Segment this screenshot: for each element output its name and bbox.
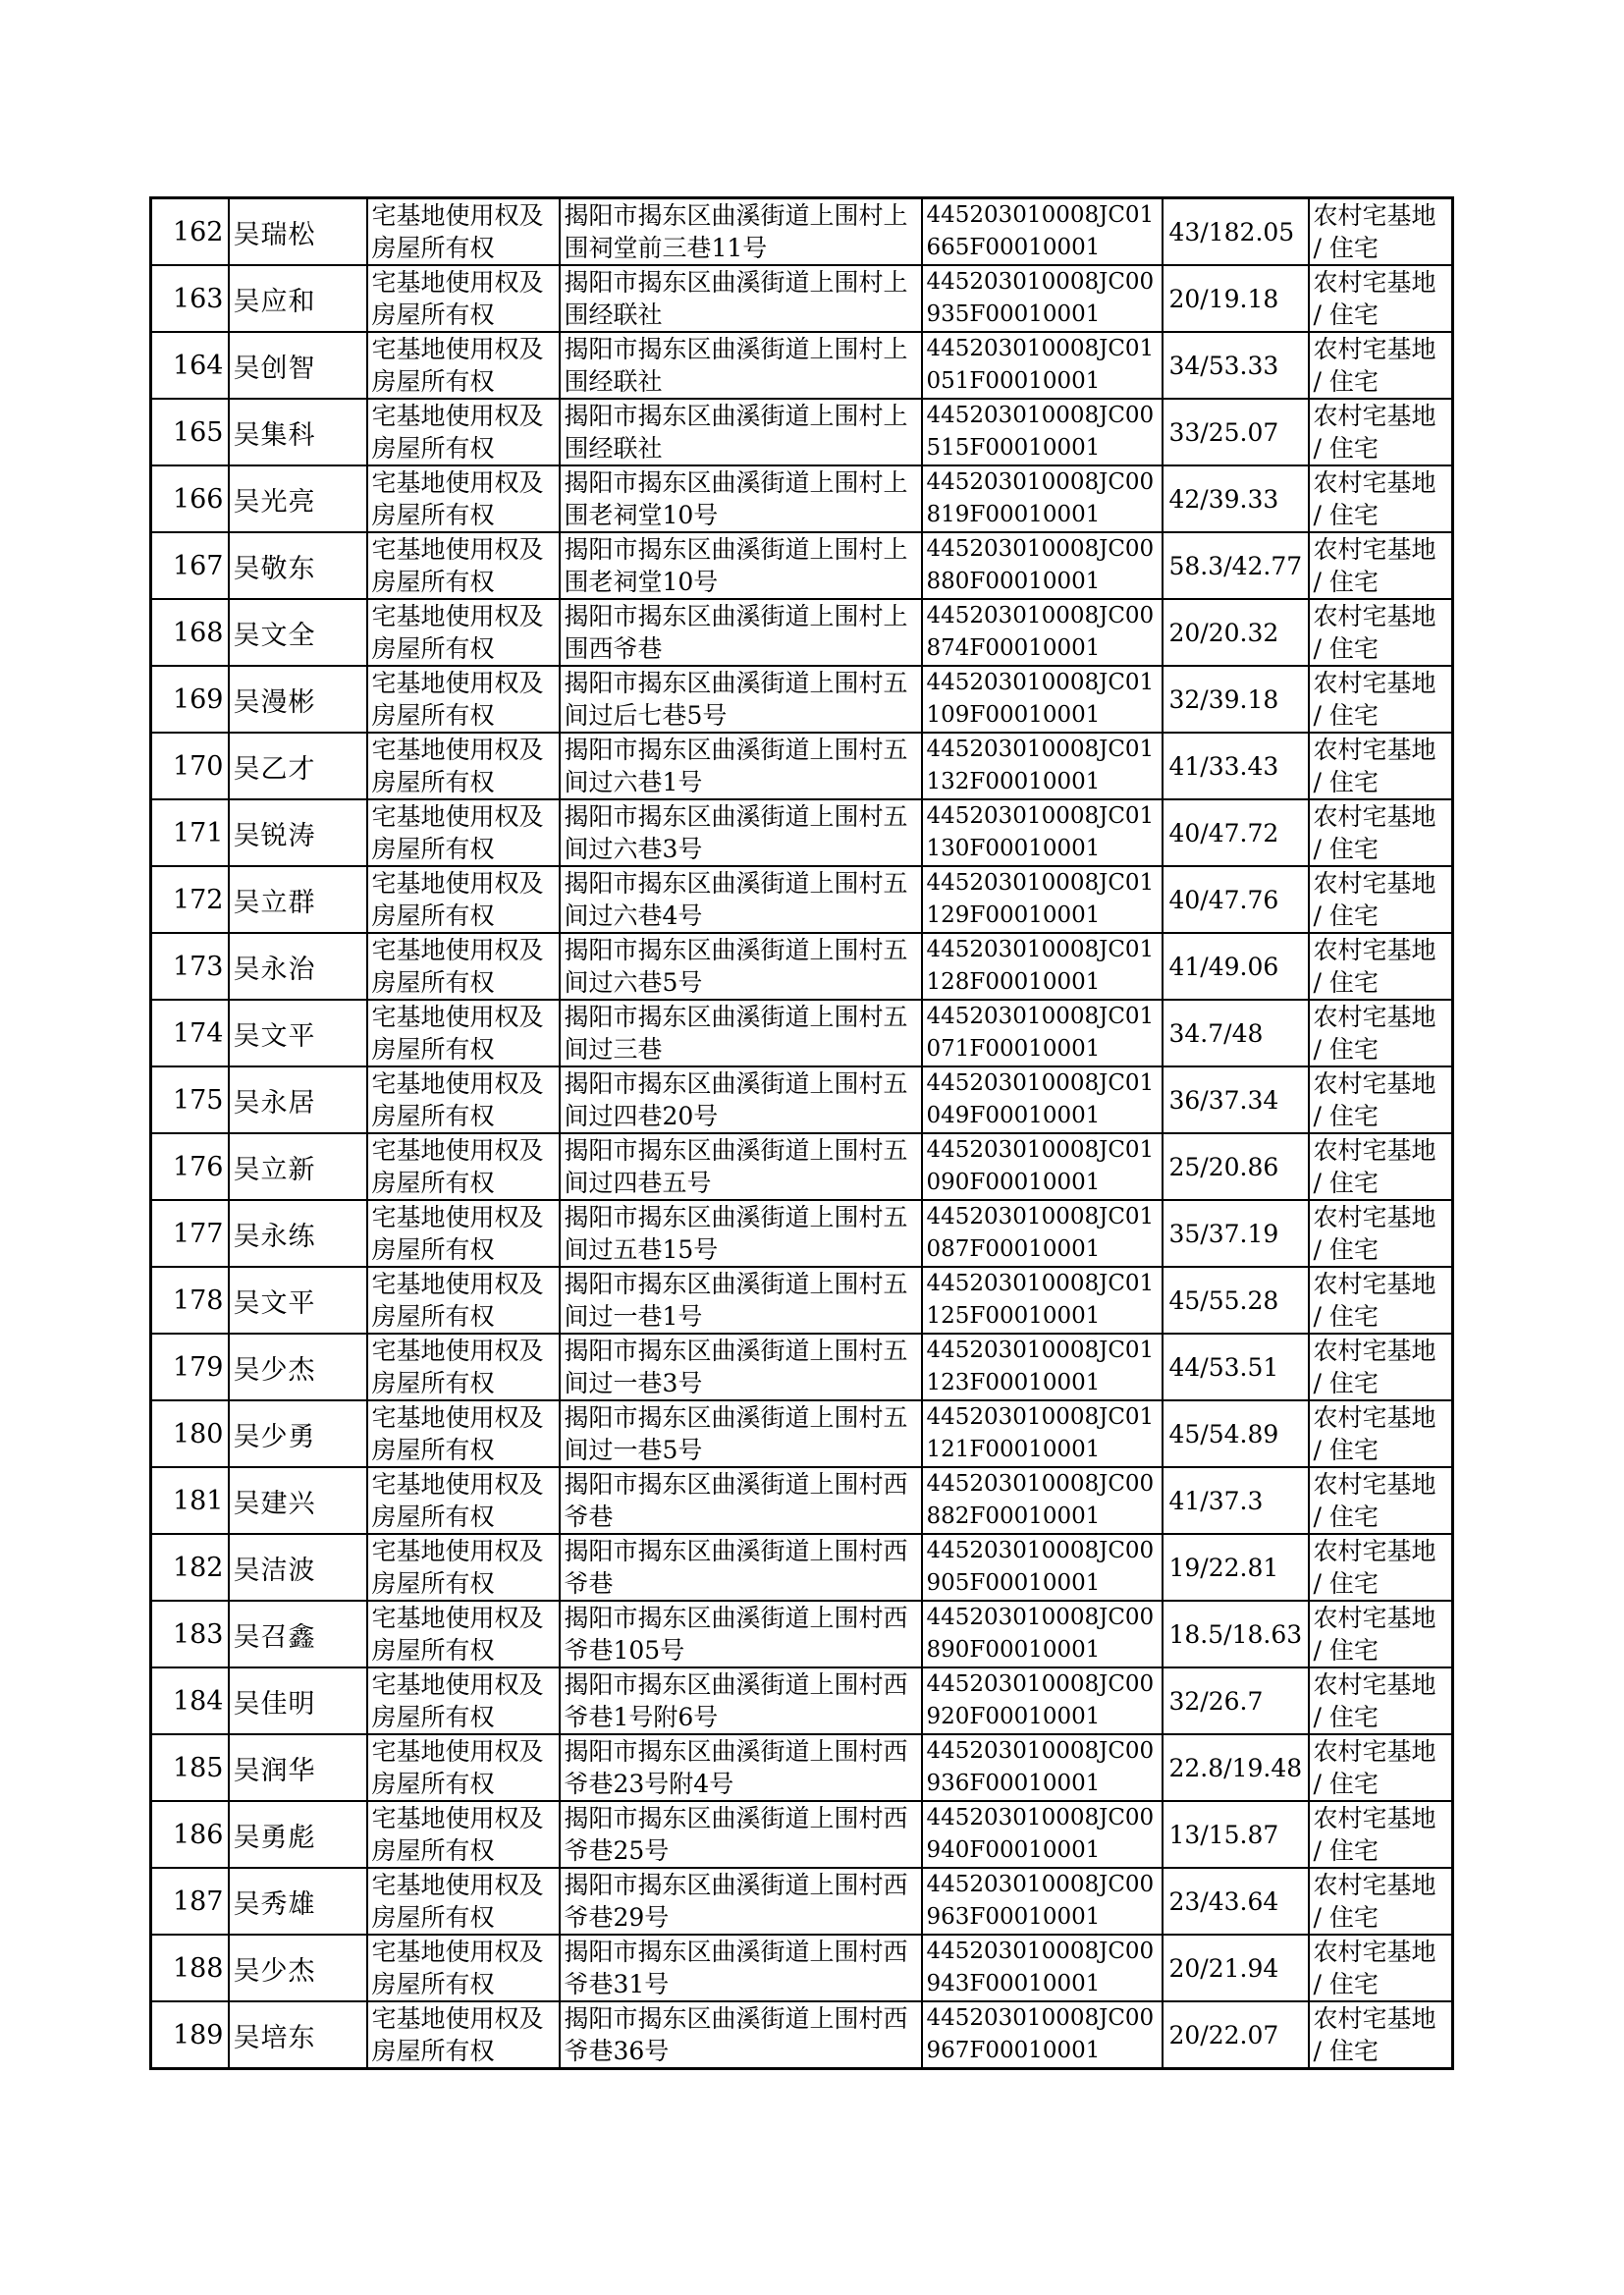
land-use-cell: 农村宅基地 / 住宅 — [1309, 1400, 1453, 1467]
land-use-cell: 农村宅基地 / 住宅 — [1309, 2001, 1453, 2069]
table-row — [151, 733, 1453, 799]
area-cell: 34.7/48 — [1163, 1000, 1309, 1066]
table-row — [151, 198, 1453, 266]
area-cell: 23/43.64 — [1163, 1868, 1309, 1935]
area-cell: 35/37.19 — [1163, 1200, 1309, 1267]
owner-name-cell: 吴洁波 — [229, 1534, 367, 1601]
unit-code-cell: 445203010008JC01123F00010001 — [922, 1334, 1163, 1400]
owner-name-cell: 吴佳明 — [229, 1667, 367, 1734]
owner-name-cell: 吴秀雄 — [229, 1868, 367, 1935]
row-number-cell: 168 — [151, 599, 229, 666]
land-use-cell: 农村宅基地 / 住宅 — [1309, 1000, 1453, 1066]
right-type-cell: 宅基地使用权及房屋所有权 — [367, 1734, 560, 1801]
area-cell: 41/37.3 — [1163, 1467, 1309, 1534]
right-type-cell: 宅基地使用权及房屋所有权 — [367, 599, 560, 666]
unit-code-cell: 445203010008JC00943F00010001 — [922, 1935, 1163, 2001]
unit-code-cell: 445203010008JC01071F00010001 — [922, 1000, 1163, 1066]
address-cell: 揭阳市揭东区曲溪街道上围村上围祠堂前三巷11号 — [560, 198, 922, 266]
unit-code-cell: 445203010008JC00819F00010001 — [922, 465, 1163, 532]
unit-code-cell: 445203010008JC00882F00010001 — [922, 1467, 1163, 1534]
right-type-cell: 宅基地使用权及房屋所有权 — [367, 933, 560, 1000]
area-cell: 40/47.76 — [1163, 866, 1309, 933]
table-row — [151, 1200, 1453, 1267]
address-cell: 揭阳市揭东区曲溪街道上围村五间过一巷3号 — [560, 1334, 922, 1400]
owner-name-cell: 吴永练 — [229, 1200, 367, 1267]
right-type-cell: 宅基地使用权及房屋所有权 — [367, 1400, 560, 1467]
unit-code-cell: 445203010008JC01109F00010001 — [922, 666, 1163, 733]
row-number-cell: 176 — [151, 1133, 229, 1200]
unit-code-cell: 445203010008JC01051F00010001 — [922, 332, 1163, 399]
area-cell: 32/26.7 — [1163, 1667, 1309, 1734]
address-cell: 揭阳市揭东区曲溪街道上围村西爷巷 — [560, 1467, 922, 1534]
unit-code-cell: 445203010008JC00936F00010001 — [922, 1734, 1163, 1801]
address-cell: 揭阳市揭东区曲溪街道上围村西爷巷23号附4号 — [560, 1734, 922, 1801]
owner-name-cell: 吴建兴 — [229, 1467, 367, 1534]
address-cell: 揭阳市揭东区曲溪街道上围村上围西爷巷 — [560, 599, 922, 666]
table-row — [151, 1267, 1453, 1334]
right-type-cell: 宅基地使用权及房屋所有权 — [367, 1601, 560, 1667]
table-row — [151, 666, 1453, 733]
land-use-cell: 农村宅基地 / 住宅 — [1309, 1467, 1453, 1534]
address-cell: 揭阳市揭东区曲溪街道上围村上围老祠堂10号 — [560, 532, 922, 599]
right-type-cell: 宅基地使用权及房屋所有权 — [367, 198, 560, 266]
unit-code-cell: 445203010008JC00967F00010001 — [922, 2001, 1163, 2069]
row-number-cell: 182 — [151, 1534, 229, 1601]
unit-code-cell: 445203010008JC00940F00010001 — [922, 1801, 1163, 1868]
area-cell: 36/37.34 — [1163, 1066, 1309, 1133]
unit-code-cell: 445203010008JC01125F00010001 — [922, 1267, 1163, 1334]
area-cell: 22.8/19.48 — [1163, 1734, 1309, 1801]
row-number-cell: 171 — [151, 799, 229, 866]
area-cell: 32/39.18 — [1163, 666, 1309, 733]
right-type-cell: 宅基地使用权及房屋所有权 — [367, 1868, 560, 1935]
land-use-cell: 农村宅基地 / 住宅 — [1309, 599, 1453, 666]
table-row — [151, 1000, 1453, 1066]
owner-name-cell: 吴立群 — [229, 866, 367, 933]
address-cell: 揭阳市揭东区曲溪街道上围村五间过六巷3号 — [560, 799, 922, 866]
land-use-cell: 农村宅基地 / 住宅 — [1309, 1267, 1453, 1334]
table-row — [151, 1400, 1453, 1467]
right-type-cell: 宅基地使用权及房屋所有权 — [367, 465, 560, 532]
unit-code-cell: 445203010008JC01130F00010001 — [922, 799, 1163, 866]
owner-name-cell: 吴锐涛 — [229, 799, 367, 866]
unit-code-cell: 445203010008JC01132F00010001 — [922, 733, 1163, 799]
address-cell: 揭阳市揭东区曲溪街道上围村西爷巷31号 — [560, 1935, 922, 2001]
right-type-cell: 宅基地使用权及房屋所有权 — [367, 1267, 560, 1334]
owner-name-cell: 吴文平 — [229, 1000, 367, 1066]
row-number-cell: 185 — [151, 1734, 229, 1801]
owner-name-cell: 吴永治 — [229, 933, 367, 1000]
row-number-cell: 170 — [151, 733, 229, 799]
address-cell: 揭阳市揭东区曲溪街道上围村五间过三巷 — [560, 1000, 922, 1066]
owner-name-cell: 吴培东 — [229, 2001, 367, 2069]
table-row — [151, 1133, 1453, 1200]
unit-code-cell: 445203010008JC00880F00010001 — [922, 532, 1163, 599]
right-type-cell: 宅基地使用权及房屋所有权 — [367, 1801, 560, 1868]
row-number-cell: 162 — [151, 198, 229, 266]
address-cell: 揭阳市揭东区曲溪街道上围村五间过后七巷5号 — [560, 666, 922, 733]
row-number-cell: 169 — [151, 666, 229, 733]
unit-code-cell: 445203010008JC01665F00010001 — [922, 198, 1163, 266]
table-row — [151, 399, 1453, 465]
table-row — [151, 866, 1453, 933]
table-row — [151, 465, 1453, 532]
land-use-cell: 农村宅基地 / 住宅 — [1309, 1334, 1453, 1400]
table-row — [151, 1467, 1453, 1534]
right-type-cell: 宅基地使用权及房屋所有权 — [367, 799, 560, 866]
table-row — [151, 1801, 1453, 1868]
owner-name-cell: 吴少杰 — [229, 1334, 367, 1400]
address-cell: 揭阳市揭东区曲溪街道上围村五间过四巷20号 — [560, 1066, 922, 1133]
owner-name-cell: 吴光亮 — [229, 465, 367, 532]
unit-code-cell: 445203010008JC00515F00010001 — [922, 399, 1163, 465]
table-row — [151, 1334, 1453, 1400]
row-number-cell: 188 — [151, 1935, 229, 2001]
address-cell: 揭阳市揭东区曲溪街道上围村西爷巷29号 — [560, 1868, 922, 1935]
area-cell: 20/22.07 — [1163, 2001, 1309, 2069]
area-cell: 43/182.05 — [1163, 198, 1309, 266]
owner-name-cell: 吴漫彬 — [229, 666, 367, 733]
owner-name-cell: 吴少杰 — [229, 1935, 367, 2001]
land-use-cell: 农村宅基地 / 住宅 — [1309, 265, 1453, 332]
table-row — [151, 599, 1453, 666]
area-cell: 19/22.81 — [1163, 1534, 1309, 1601]
row-number-cell: 187 — [151, 1868, 229, 1935]
owner-name-cell: 吴集科 — [229, 399, 367, 465]
land-use-cell: 农村宅基地 / 住宅 — [1309, 933, 1453, 1000]
right-type-cell: 宅基地使用权及房屋所有权 — [367, 1334, 560, 1400]
table-row — [151, 933, 1453, 1000]
area-cell: 44/53.51 — [1163, 1334, 1309, 1400]
land-use-cell: 农村宅基地 / 住宅 — [1309, 1935, 1453, 2001]
unit-code-cell: 445203010008JC01090F00010001 — [922, 1133, 1163, 1200]
row-number-cell: 165 — [151, 399, 229, 465]
right-type-cell: 宅基地使用权及房屋所有权 — [367, 2001, 560, 2069]
owner-name-cell: 吴敬东 — [229, 532, 367, 599]
owner-name-cell: 吴润华 — [229, 1734, 367, 1801]
row-number-cell: 166 — [151, 465, 229, 532]
land-use-cell: 农村宅基地 / 住宅 — [1309, 1868, 1453, 1935]
address-cell: 揭阳市揭东区曲溪街道上围村上围经联社 — [560, 332, 922, 399]
address-cell: 揭阳市揭东区曲溪街道上围村五间过五巷15号 — [560, 1200, 922, 1267]
right-type-cell: 宅基地使用权及房屋所有权 — [367, 1534, 560, 1601]
right-type-cell: 宅基地使用权及房屋所有权 — [367, 666, 560, 733]
owner-name-cell: 吴应和 — [229, 265, 367, 332]
area-cell: 41/49.06 — [1163, 933, 1309, 1000]
right-type-cell: 宅基地使用权及房屋所有权 — [367, 1467, 560, 1534]
address-cell: 揭阳市揭东区曲溪街道上围村上围老祠堂10号 — [560, 465, 922, 532]
right-type-cell: 宅基地使用权及房屋所有权 — [367, 332, 560, 399]
row-number-cell: 172 — [151, 866, 229, 933]
owner-name-cell: 吴文全 — [229, 599, 367, 666]
owner-name-cell: 吴创智 — [229, 332, 367, 399]
address-cell: 揭阳市揭东区曲溪街道上围村西爷巷105号 — [560, 1601, 922, 1667]
right-type-cell: 宅基地使用权及房屋所有权 — [367, 265, 560, 332]
right-type-cell: 宅基地使用权及房屋所有权 — [367, 532, 560, 599]
right-type-cell: 宅基地使用权及房屋所有权 — [367, 1066, 560, 1133]
area-cell: 58.3/42.77 — [1163, 532, 1309, 599]
area-cell: 40/47.72 — [1163, 799, 1309, 866]
right-type-cell: 宅基地使用权及房屋所有权 — [367, 1200, 560, 1267]
address-cell: 揭阳市揭东区曲溪街道上围村西爷巷 — [560, 1534, 922, 1601]
owner-name-cell: 吴勇彪 — [229, 1801, 367, 1868]
land-use-cell: 农村宅基地 / 住宅 — [1309, 1601, 1453, 1667]
address-cell: 揭阳市揭东区曲溪街道上围村上围经联社 — [560, 399, 922, 465]
table-row — [151, 1534, 1453, 1601]
unit-code-cell: 445203010008JC00963F00010001 — [922, 1868, 1163, 1935]
unit-code-cell: 445203010008JC01128F00010001 — [922, 933, 1163, 1000]
unit-code-cell: 445203010008JC00890F00010001 — [922, 1601, 1163, 1667]
area-cell: 20/19.18 — [1163, 265, 1309, 332]
owner-name-cell: 吴文平 — [229, 1267, 367, 1334]
area-cell: 13/15.87 — [1163, 1801, 1309, 1868]
area-cell: 33/25.07 — [1163, 399, 1309, 465]
row-number-cell: 173 — [151, 933, 229, 1000]
right-type-cell: 宅基地使用权及房屋所有权 — [367, 399, 560, 465]
property-registry-table — [149, 196, 1454, 2070]
address-cell: 揭阳市揭东区曲溪街道上围村五间过六巷5号 — [560, 933, 922, 1000]
land-use-cell: 农村宅基地 / 住宅 — [1309, 399, 1453, 465]
area-cell: 20/21.94 — [1163, 1935, 1309, 2001]
row-number-cell: 184 — [151, 1667, 229, 1734]
address-cell: 揭阳市揭东区曲溪街道上围村五间过六巷4号 — [560, 866, 922, 933]
row-number-cell: 174 — [151, 1000, 229, 1066]
table-body — [151, 198, 1453, 2069]
table-row — [151, 332, 1453, 399]
land-use-cell: 农村宅基地 / 住宅 — [1309, 1534, 1453, 1601]
table-row — [151, 1935, 1453, 2001]
unit-code-cell: 445203010008JC00935F00010001 — [922, 265, 1163, 332]
unit-code-cell: 445203010008JC00905F00010001 — [922, 1534, 1163, 1601]
table-row — [151, 265, 1453, 332]
owner-name-cell: 吴瑞松 — [229, 198, 367, 266]
row-number-cell: 179 — [151, 1334, 229, 1400]
area-cell: 18.5/18.63 — [1163, 1601, 1309, 1667]
row-number-cell: 177 — [151, 1200, 229, 1267]
row-number-cell: 186 — [151, 1801, 229, 1868]
right-type-cell: 宅基地使用权及房屋所有权 — [367, 1667, 560, 1734]
table-row — [151, 1066, 1453, 1133]
land-use-cell: 农村宅基地 / 住宅 — [1309, 733, 1453, 799]
land-use-cell: 农村宅基地 / 住宅 — [1309, 1133, 1453, 1200]
address-cell: 揭阳市揭东区曲溪街道上围村西爷巷1号附6号 — [560, 1667, 922, 1734]
land-use-cell: 农村宅基地 / 住宅 — [1309, 799, 1453, 866]
table-row — [151, 1734, 1453, 1801]
owner-name-cell: 吴少勇 — [229, 1400, 367, 1467]
unit-code-cell: 445203010008JC00920F00010001 — [922, 1667, 1163, 1734]
row-number-cell: 164 — [151, 332, 229, 399]
table-row — [151, 532, 1453, 599]
table-row — [151, 1601, 1453, 1667]
table-row — [151, 1868, 1453, 1935]
right-type-cell: 宅基地使用权及房屋所有权 — [367, 866, 560, 933]
land-use-cell: 农村宅基地 / 住宅 — [1309, 332, 1453, 399]
address-cell: 揭阳市揭东区曲溪街道上围村五间过六巷1号 — [560, 733, 922, 799]
unit-code-cell: 445203010008JC01049F00010001 — [922, 1066, 1163, 1133]
row-number-cell: 175 — [151, 1066, 229, 1133]
unit-code-cell: 445203010008JC01087F00010001 — [922, 1200, 1163, 1267]
unit-code-cell: 445203010008JC00874F00010001 — [922, 599, 1163, 666]
owner-name-cell: 吴乙才 — [229, 733, 367, 799]
right-type-cell: 宅基地使用权及房屋所有权 — [367, 733, 560, 799]
address-cell: 揭阳市揭东区曲溪街道上围村上围经联社 — [560, 265, 922, 332]
area-cell: 42/39.33 — [1163, 465, 1309, 532]
owner-name-cell: 吴召鑫 — [229, 1601, 367, 1667]
area-cell: 45/55.28 — [1163, 1267, 1309, 1334]
owner-name-cell: 吴立新 — [229, 1133, 367, 1200]
area-cell: 41/33.43 — [1163, 733, 1309, 799]
row-number-cell: 167 — [151, 532, 229, 599]
owner-name-cell: 吴永居 — [229, 1066, 367, 1133]
address-cell: 揭阳市揭东区曲溪街道上围村西爷巷25号 — [560, 1801, 922, 1868]
address-cell: 揭阳市揭东区曲溪街道上围村五间过一巷1号 — [560, 1267, 922, 1334]
table-row — [151, 1667, 1453, 1734]
land-use-cell: 农村宅基地 / 住宅 — [1309, 866, 1453, 933]
land-use-cell: 农村宅基地 / 住宅 — [1309, 465, 1453, 532]
area-cell: 25/20.86 — [1163, 1133, 1309, 1200]
area-cell: 34/53.33 — [1163, 332, 1309, 399]
land-use-cell: 农村宅基地 / 住宅 — [1309, 1066, 1453, 1133]
row-number-cell: 163 — [151, 265, 229, 332]
row-number-cell: 183 — [151, 1601, 229, 1667]
land-use-cell: 农村宅基地 / 住宅 — [1309, 1200, 1453, 1267]
address-cell: 揭阳市揭东区曲溪街道上围村西爷巷36号 — [560, 2001, 922, 2069]
right-type-cell: 宅基地使用权及房屋所有权 — [367, 1133, 560, 1200]
row-number-cell: 181 — [151, 1467, 229, 1534]
land-use-cell: 农村宅基地 / 住宅 — [1309, 666, 1453, 733]
unit-code-cell: 445203010008JC01129F00010001 — [922, 866, 1163, 933]
land-use-cell: 农村宅基地 / 住宅 — [1309, 1801, 1453, 1868]
address-cell: 揭阳市揭东区曲溪街道上围村五间过一巷5号 — [560, 1400, 922, 1467]
row-number-cell: 189 — [151, 2001, 229, 2069]
right-type-cell: 宅基地使用权及房屋所有权 — [367, 1000, 560, 1066]
area-cell: 45/54.89 — [1163, 1400, 1309, 1467]
table-row — [151, 799, 1453, 866]
table-row — [151, 2001, 1453, 2069]
row-number-cell: 180 — [151, 1400, 229, 1467]
area-cell: 20/20.32 — [1163, 599, 1309, 666]
address-cell: 揭阳市揭东区曲溪街道上围村五间过四巷五号 — [560, 1133, 922, 1200]
row-number-cell: 178 — [151, 1267, 229, 1334]
land-use-cell: 农村宅基地 / 住宅 — [1309, 1667, 1453, 1734]
land-use-cell: 农村宅基地 / 住宅 — [1309, 532, 1453, 599]
unit-code-cell: 445203010008JC01121F00010001 — [922, 1400, 1163, 1467]
land-use-cell: 农村宅基地 / 住宅 — [1309, 198, 1453, 266]
right-type-cell: 宅基地使用权及房屋所有权 — [367, 1935, 560, 2001]
land-use-cell: 农村宅基地 / 住宅 — [1309, 1734, 1453, 1801]
